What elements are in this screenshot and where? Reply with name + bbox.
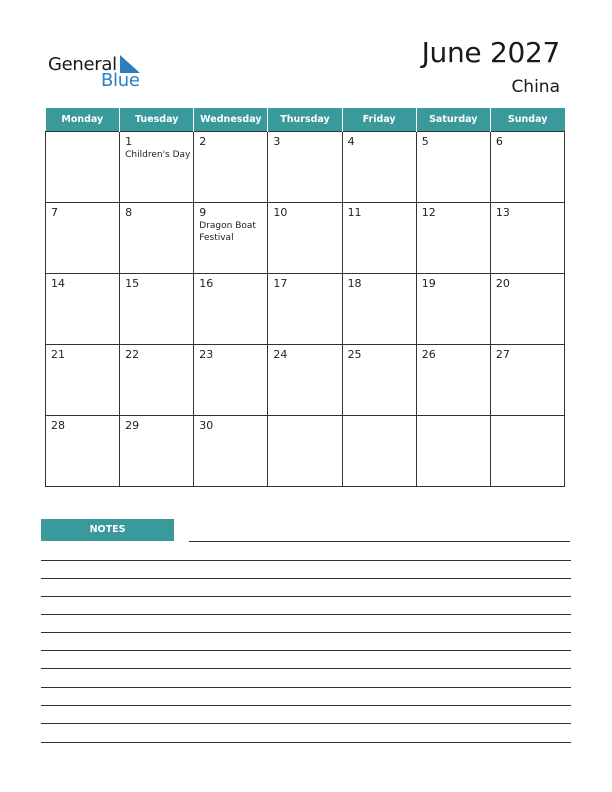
day-number: 20 bbox=[495, 277, 510, 290]
day-number: 15 bbox=[125, 277, 140, 290]
calendar-day-cell bbox=[490, 274, 564, 345]
day-number: 3 bbox=[273, 135, 281, 148]
day-number: 14 bbox=[51, 277, 65, 290]
calendar-day-cell bbox=[120, 416, 194, 487]
calendar-day-cell bbox=[490, 416, 564, 487]
calendar-day-cell bbox=[120, 132, 194, 203]
day-number: 27 bbox=[495, 348, 510, 361]
calendar-day-cell bbox=[120, 345, 194, 416]
calendar-day-cell bbox=[342, 345, 416, 416]
note-line bbox=[41, 596, 571, 597]
note-line bbox=[41, 723, 571, 724]
calendar-day-cell bbox=[268, 274, 342, 345]
day-number: 8 bbox=[125, 206, 133, 219]
calendar-week-row bbox=[46, 345, 565, 416]
day-number: 6 bbox=[495, 135, 503, 148]
calendar-day-cell bbox=[342, 274, 416, 345]
calendar-day-cell bbox=[46, 132, 120, 203]
calendar-day-cell bbox=[194, 345, 268, 416]
calendar-day-cell bbox=[268, 132, 342, 203]
country-label: China bbox=[511, 77, 560, 97]
note-line bbox=[41, 742, 571, 743]
note-line bbox=[41, 560, 571, 561]
calendar-day-cell bbox=[46, 416, 120, 487]
weekday-header-row bbox=[46, 108, 565, 132]
day-number: 23 bbox=[199, 348, 214, 361]
day-number: 9 bbox=[199, 206, 207, 219]
weekday-header: Monday bbox=[46, 108, 120, 132]
generalblue-logo bbox=[48, 50, 148, 92]
calendar-day-cell bbox=[342, 416, 416, 487]
calendar-day-cell bbox=[416, 345, 490, 416]
day-number: 4 bbox=[347, 135, 355, 148]
calendar-day-cell bbox=[342, 203, 416, 274]
day-number: 13 bbox=[495, 206, 510, 219]
month-year-title: June 2027 bbox=[421, 36, 560, 69]
weekday-header: Wednesday bbox=[194, 108, 268, 132]
logo-text-blue: Blue bbox=[101, 70, 140, 91]
holiday-label: Children's Day bbox=[125, 150, 191, 160]
day-number: 22 bbox=[125, 348, 140, 361]
calendar-day-cell bbox=[194, 132, 268, 203]
day-number: 30 bbox=[199, 419, 214, 432]
calendar-day-cell bbox=[46, 274, 120, 345]
logo-text-general: General bbox=[48, 54, 117, 75]
note-line bbox=[41, 632, 571, 633]
notes-header: NOTES bbox=[41, 519, 174, 541]
day-number: 21 bbox=[51, 348, 65, 361]
weekday-header: Tuesday bbox=[120, 108, 194, 132]
note-line bbox=[41, 650, 571, 651]
calendar-day-cell bbox=[342, 132, 416, 203]
calendar-day-cell bbox=[490, 203, 564, 274]
calendar-day-cell bbox=[120, 274, 194, 345]
day-number: 2 bbox=[199, 135, 207, 148]
note-line bbox=[41, 614, 571, 615]
day-number: 24 bbox=[273, 348, 288, 361]
calendar-day-cell bbox=[194, 203, 268, 274]
calendar-week-row bbox=[46, 416, 565, 487]
calendar-day-cell bbox=[490, 345, 564, 416]
calendar-day-cell bbox=[416, 132, 490, 203]
day-number: 26 bbox=[421, 348, 436, 361]
note-line bbox=[41, 578, 571, 579]
day-number: 25 bbox=[347, 348, 362, 361]
calendar-day-cell bbox=[490, 132, 564, 203]
note-line bbox=[41, 668, 571, 669]
day-number: 11 bbox=[347, 206, 362, 219]
weekday-header: Sunday bbox=[490, 108, 564, 132]
day-number: 28 bbox=[51, 419, 65, 432]
day-number: 1 bbox=[125, 135, 133, 148]
calendar-week-row bbox=[46, 132, 565, 203]
calendar-day-cell bbox=[416, 203, 490, 274]
calendar-day-cell bbox=[46, 345, 120, 416]
day-number: 5 bbox=[421, 135, 429, 148]
calendar-day-cell bbox=[46, 203, 120, 274]
weekday-header: Friday bbox=[342, 108, 416, 132]
calendar-day-cell bbox=[194, 274, 268, 345]
calendar-day-cell bbox=[120, 203, 194, 274]
day-number: 12 bbox=[421, 206, 436, 219]
calendar-day-cell bbox=[416, 416, 490, 487]
day-number: 18 bbox=[347, 277, 362, 290]
note-line bbox=[41, 687, 571, 688]
note-line bbox=[189, 541, 570, 542]
note-line bbox=[41, 705, 571, 706]
weekday-header: Saturday bbox=[416, 108, 490, 132]
day-number: 19 bbox=[421, 277, 436, 290]
calendar-week-row bbox=[46, 203, 565, 274]
day-number: 16 bbox=[199, 277, 214, 290]
calendar-day-cell bbox=[268, 416, 342, 487]
calendar-grid bbox=[45, 108, 565, 487]
day-number: 29 bbox=[125, 419, 140, 432]
holiday-label: Dragon Boat Festival bbox=[199, 221, 256, 243]
weekday-header: Thursday bbox=[268, 108, 342, 132]
day-number: 7 bbox=[51, 206, 58, 219]
calendar-day-cell bbox=[194, 416, 268, 487]
calendar-week-row bbox=[46, 274, 565, 345]
calendar-day-cell bbox=[268, 203, 342, 274]
calendar-day-cell bbox=[268, 345, 342, 416]
day-number: 17 bbox=[273, 277, 288, 290]
calendar-day-cell bbox=[416, 274, 490, 345]
day-number: 10 bbox=[273, 206, 288, 219]
